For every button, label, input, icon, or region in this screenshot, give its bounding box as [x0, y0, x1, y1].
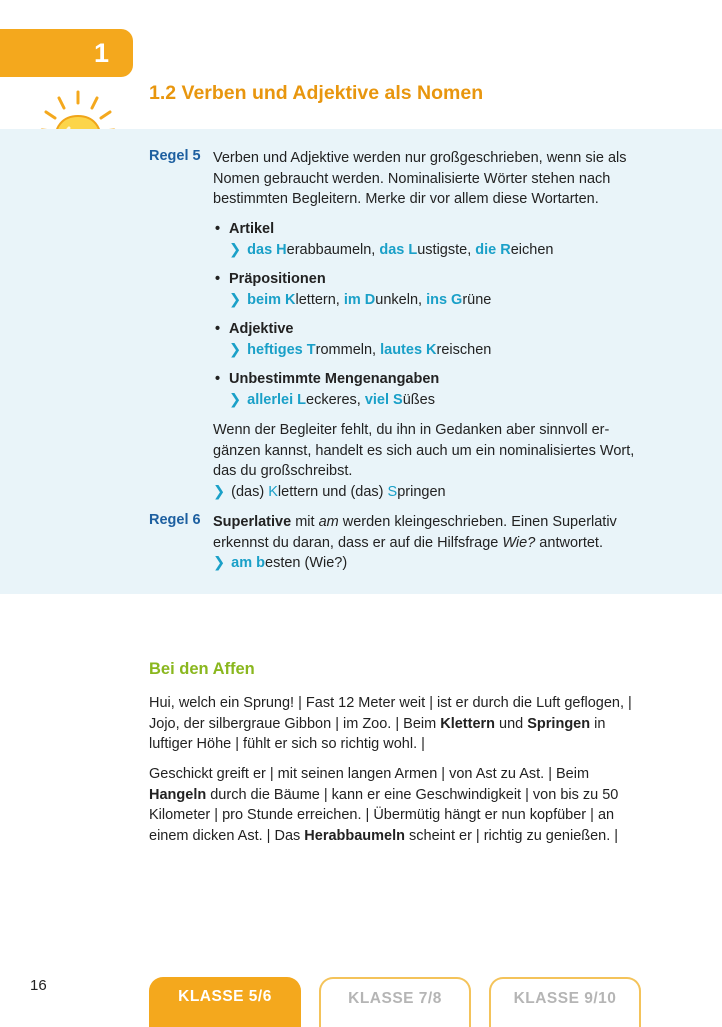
list-item-example: ❯ heftiges Trommeln, lautes Kreischen — [229, 341, 492, 358]
rule-5-label: Regel 5 — [149, 148, 201, 164]
list-item-title: • Unbestimmte Mengenangaben — [213, 369, 653, 390]
list-item — [213, 319, 653, 360]
chevron-right-icon: ❯ — [229, 341, 242, 358]
list-item-title: • Präpositionen — [213, 269, 653, 290]
chevron-right-icon: ❯ — [229, 241, 242, 258]
page-number: 16 — [30, 977, 47, 994]
tab-klasse-9-10[interactable]: KLASSE 9/10 — [489, 977, 641, 1027]
list-item-example: ❯ das Herabbaumeln, das Lustigste, die Reichen — [229, 241, 554, 258]
chapter-tab — [0, 29, 133, 77]
list-item — [213, 219, 653, 260]
rule-5-text: Verben und Adjektive werden nur großgeschrieben, wenn sie als Nomen gebraucht werden. Nominalisierte Wörter stehen nach bestimmten Begleitern. Merke dir vor allem diese Wortarten. — [213, 150, 627, 207]
list-item — [213, 269, 653, 310]
list-item-example: ❯ beim Klettern, im Dunkeln, ins Grüne — [229, 291, 492, 308]
list-item-example: ❯ allerlei Leckeres, viel Süßes — [229, 391, 435, 408]
story-paragraph-1: Hui, welch ein Sprung! | Fast 12 Meter weit | ist er durch die Luft geflogen, | Jojo, der silbergraue Gibbon | im Zoo. | Beim Klettern und Springen in luftiger Höhe | fühlt er sich so richtig wohl. | — [149, 695, 632, 752]
tab-klasse-5-6[interactable]: KLASSE 5/6 — [149, 977, 301, 1027]
chevron-right-icon: ❯ — [229, 291, 242, 308]
rule-6-text: Superlative mit am werden kleingeschrieben. Einen Superlativ erkennst du daran, dass er auf die Hilfsfrage Wie? antwortet. ❯ am besten (Wie?) — [213, 514, 617, 571]
chevron-right-icon: ❯ — [213, 555, 226, 571]
story-paragraph-2: Geschickt greift er | mit seinen langen Armen | von Ast zu Ast. | Beim Hangeln durch die Bäume | kann er eine Geschwindigkeit | von bis zu 50 Kilometer | pro Stunde erreichen. | Übermütig hängt er nun kopfüber | an einem dicken Ast. | Das Herabbaumeln scheint er | richtig zu genießen. | — [149, 766, 619, 844]
tab-klasse-7-8[interactable]: KLASSE 7/8 — [319, 977, 471, 1027]
chapter-number: 1 — [93, 37, 109, 68]
list-item — [213, 369, 653, 410]
rule-5-note: Wenn der Begleiter fehlt, du ihn in Gedanken aber sinnvoll ergänzen kannst, handelt es sich auch um ein nominalisiertes Wort, das du großschreibst. ❯ (das) Klettern und (das) Springen — [213, 422, 635, 500]
list-item-title: • Adjektive — [213, 319, 653, 340]
story-title: Bei den Affen — [149, 660, 255, 678]
chevron-right-icon: ❯ — [229, 391, 242, 408]
section-title: 1.2 Verben und Adjektive als Nomen — [149, 82, 484, 104]
list-item-title: • Artikel — [213, 219, 653, 240]
chevron-right-icon: ❯ — [213, 483, 226, 500]
rule-6-label: Regel 6 — [149, 512, 201, 528]
word-type-list — [213, 219, 653, 419]
